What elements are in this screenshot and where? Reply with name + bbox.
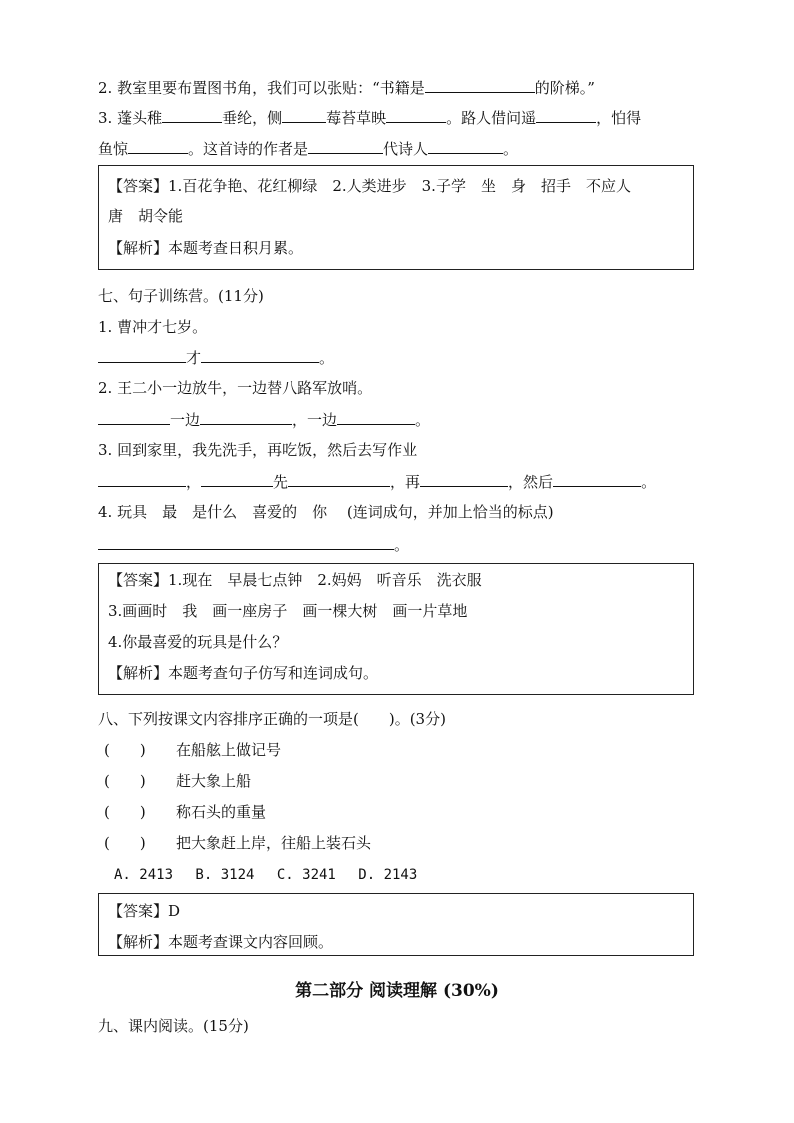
part2-title: 第二部分 阅读理解 (30%) — [295, 981, 499, 1001]
order-blank[interactable]: ( ) — [104, 741, 146, 759]
answer-line: 唐 胡令能 — [108, 207, 184, 225]
answer-blank[interactable] — [308, 138, 383, 154]
q7-item2-prompt: 2. 王二小一边放牛，一边替八路军放哨。 — [98, 379, 373, 397]
answer-blank[interactable] — [98, 347, 186, 363]
answer-blank[interactable] — [288, 471, 390, 487]
answer-blank[interactable] — [386, 107, 446, 123]
q9-heading: 九、课内阅读。(15分) — [98, 1017, 249, 1035]
answer-blank[interactable] — [98, 409, 170, 425]
q6-item3-line1: 3. 蓬头稚 垂纶，侧 莓苔草映 。路人借问遥 ，怕得 — [98, 109, 642, 127]
q7-heading: 七、句子训练营。(11分) — [98, 287, 264, 305]
q6-item3-line2: 鱼惊 。这首诗的作者是 代诗人 。 — [98, 140, 519, 158]
q7-item1-answer: 才 。 — [98, 347, 334, 368]
answer-blank[interactable] — [282, 107, 326, 123]
answer-line: 4.你最喜爱的玩具是什么？ — [108, 633, 288, 651]
answer-blank[interactable] — [201, 471, 273, 487]
q7-item2-answer: 一边 ，一边 。 — [98, 409, 430, 430]
answer-line: 【答案】D — [108, 902, 181, 920]
answer-blank[interactable] — [200, 409, 292, 425]
analysis-line: 【解析】本题考查日积月累。 — [108, 239, 304, 257]
q8-option: ( ) 赶大象上船 — [104, 772, 252, 790]
answer-blank[interactable] — [128, 138, 188, 154]
q6-item2: 2. 教室里要布置图书角，我们可以张贴：“书籍是 的阶梯。” — [98, 79, 595, 97]
q7-item4-prompt: 4. 玩具 最 是什么 喜爱的 你 (连词成句，并加上恰当的标点) — [98, 503, 554, 521]
answer-blank[interactable] — [420, 471, 508, 487]
answer-blank[interactable] — [425, 77, 535, 93]
q8-choices: A. 2413 B. 3124 C. 3241 D. 2143 — [114, 867, 418, 883]
answer-line: 【答案】1.百花争艳、花红柳绿 2.人类进步 3.子学 坐 身 招手 不应人 — [108, 177, 631, 195]
order-blank[interactable]: ( ) — [104, 772, 146, 790]
answer-blank[interactable] — [201, 347, 319, 363]
q8-heading: 八、下列按课文内容排序正确的一项是( )。(3分) — [98, 710, 446, 728]
answer-line: 3.画画时 我 画一座房子 画一棵大树 画一片草地 — [108, 602, 468, 620]
q7-item1-prompt: 1. 曹冲才七岁。 — [98, 318, 208, 336]
analysis-line: 【解析】本题考查句子仿写和连词成句。 — [108, 664, 379, 682]
answer-blank[interactable] — [428, 138, 503, 154]
q8-option: ( ) 称石头的重量 — [104, 803, 267, 821]
q7-item3-prompt: 3. 回到家里，我先洗手，再吃饭，然后去写作业 — [98, 441, 418, 459]
answer-blank[interactable] — [553, 471, 641, 487]
answer-blank[interactable] — [98, 471, 186, 487]
q8-option: ( ) 把大象赶上岸，往船上装石头 — [104, 834, 372, 852]
answer-line: 【答案】1.现在 早晨七点钟 2.妈妈 听音乐 洗衣服 — [108, 571, 482, 589]
answer-blank[interactable] — [337, 409, 415, 425]
q7-item3-answer: ， 先 ，再 ，然后 。 — [98, 471, 656, 492]
answer-box-q6 — [98, 165, 694, 270]
order-blank[interactable]: ( ) — [104, 834, 146, 852]
answer-box-q7 — [98, 563, 694, 695]
analysis-line: 【解析】本题考查课文内容回顾。 — [108, 933, 334, 951]
order-blank[interactable]: ( ) — [104, 803, 146, 821]
q8-option: ( ) 在船舷上做记号 — [104, 741, 282, 759]
answer-blank[interactable] — [162, 107, 222, 123]
answer-blank[interactable] — [98, 534, 394, 550]
q7-item4-answer: 。 — [98, 534, 409, 555]
answer-blank[interactable] — [536, 107, 596, 123]
answer-box-q8 — [98, 893, 694, 956]
